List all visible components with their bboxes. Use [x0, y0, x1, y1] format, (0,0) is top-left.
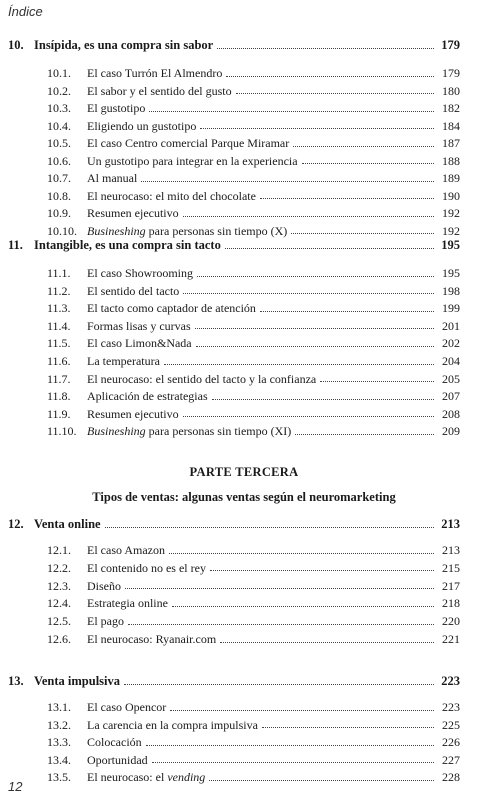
dot-leader	[128, 624, 434, 625]
toc-entry-page: 198	[442, 283, 460, 298]
toc-section-entry	[47, 751, 460, 769]
toc-entry-number: 12.3.	[47, 578, 71, 593]
toc-entry-title	[87, 169, 137, 187]
toc-entry-title	[87, 405, 179, 423]
toc-entry-page: 220	[442, 614, 460, 629]
toc-entry-number: 10.7.	[47, 171, 71, 185]
toc-entry-page: 179	[441, 38, 460, 52]
toc-entry-title	[87, 352, 160, 370]
toc-entry-title-text: El neurocaso: Ryanair.com	[87, 632, 217, 646]
toc-entry-title-text: El neurocaso: el	[87, 770, 168, 785]
dot-leader	[226, 76, 434, 77]
toc-entry-title	[87, 422, 291, 440]
dot-leader	[212, 399, 434, 400]
toc-section-entry	[47, 630, 460, 648]
running-header: Índice	[8, 4, 43, 19]
toc-entry-title-text: El neurocaso: el sentido del tacto y la confianza	[87, 371, 317, 386]
toc-section-entry	[47, 204, 460, 222]
toc-entry-number: 10.3.	[47, 101, 71, 115]
toc-section-entry	[47, 134, 460, 152]
toc-entry-number: 10.2.	[47, 83, 71, 98]
toc-entry-page: 180	[442, 83, 460, 98]
toc-entry-title	[87, 117, 196, 135]
dot-leader	[320, 381, 434, 382]
toc-entry-number: 13.5.	[47, 770, 71, 785]
toc-entry-title-text: Resumen ejecutivo	[87, 406, 179, 421]
toc-entry-title-text: El gustotipo	[87, 101, 146, 115]
toc-entry-number: 13.3.	[47, 735, 71, 750]
toc-entry-number: 10.4.	[47, 118, 71, 133]
dot-leader	[262, 727, 434, 728]
toc-section-entry	[47, 264, 460, 282]
toc-entry-number: 10.6.	[47, 153, 71, 168]
toc-section-entry	[47, 99, 460, 117]
toc-entry-title	[87, 559, 206, 577]
toc-section-entry	[47, 187, 460, 205]
toc-entry-title	[87, 264, 193, 282]
toc-entry-title	[34, 236, 221, 254]
toc-entry-title-italic: Busineshing	[87, 223, 146, 238]
toc-entry-number: 11.2.	[47, 283, 71, 298]
toc-section-entry	[47, 594, 460, 612]
toc-entry-page: 201	[442, 318, 460, 333]
toc-section-entry	[47, 282, 460, 300]
toc-entry-page: 217	[442, 578, 460, 593]
dot-leader	[141, 181, 434, 182]
toc-entry-title-text: El pago	[87, 614, 124, 629]
toc-chapter-entry	[8, 236, 460, 254]
toc-entry-page: 195	[442, 266, 460, 280]
toc-entry-title	[87, 334, 192, 352]
dot-leader	[220, 642, 434, 643]
toc-entry-title	[87, 594, 168, 612]
toc-entry-number: 13.1.	[47, 700, 71, 714]
toc-entry-page: 205	[442, 371, 460, 386]
toc-entry-page: 221	[442, 632, 460, 646]
dot-leader	[183, 216, 434, 217]
toc-entry-title-text: Colocación	[87, 735, 142, 750]
toc-entry-title-text: El contenido no es el rey	[87, 560, 206, 575]
dot-leader	[164, 364, 434, 365]
toc-entry-title-text: El caso Opencor	[87, 700, 167, 714]
toc-entry-number: 11.10.	[47, 424, 77, 439]
toc-entry-page: 225	[442, 717, 460, 732]
dot-leader	[210, 570, 434, 571]
toc-entry-page: 227	[442, 752, 460, 767]
toc-entry-title-text: Intangible, es una compra sin tacto	[34, 238, 221, 252]
toc-entry-title	[87, 768, 205, 786]
toc-entry-title	[87, 282, 179, 300]
toc-chapter-entry	[8, 672, 460, 690]
dot-leader	[169, 553, 434, 554]
toc-entry-page: 204	[442, 354, 460, 368]
toc-entry-title	[87, 99, 145, 117]
toc-entry-number: 13.2.	[47, 717, 71, 732]
toc-entry-page: 182	[442, 101, 460, 115]
toc-entry-title	[87, 541, 165, 559]
toc-section-entry	[47, 169, 460, 187]
dot-leader	[302, 163, 434, 164]
toc-entry-title-text: Estrategia online	[87, 596, 168, 611]
toc-entry-title	[87, 612, 124, 630]
dot-leader	[125, 588, 434, 589]
dot-leader	[260, 311, 434, 312]
toc-entry-page: 226	[442, 735, 460, 750]
toc-entry-title-text: Aplicación de estrategias	[87, 389, 208, 404]
toc-entry-title-text: Oportunidad	[87, 752, 148, 767]
toc-entry-number: 12.4.	[47, 596, 71, 611]
toc-entry-title	[87, 716, 258, 734]
toc-entry-title	[87, 577, 121, 595]
toc-entry-page: 215	[442, 560, 460, 575]
toc-section-entry	[47, 334, 460, 352]
toc-entry-page: 223	[441, 674, 460, 688]
toc-entry-number: 10.	[8, 38, 24, 52]
toc-entry-title	[87, 152, 298, 170]
toc-entry-number: 11.7.	[47, 371, 71, 386]
toc-entry-title	[87, 187, 256, 205]
dot-leader	[172, 606, 434, 607]
toc-entry-number: 12.2.	[47, 560, 71, 575]
toc-entry-page: 188	[442, 153, 460, 168]
toc-entry-title-text: La carencia en la compra impulsiva	[87, 717, 258, 732]
dot-leader	[225, 248, 434, 249]
dot-leader	[260, 198, 434, 199]
toc-entry-number: 11.8.	[47, 389, 71, 404]
dot-leader	[124, 684, 434, 685]
toc-entry-page: 192	[442, 206, 460, 220]
toc-entry-number: 12.5.	[47, 614, 71, 629]
part-subtitle: Tipos de ventas: algunas ventas según el neuromarketing	[92, 490, 396, 504]
toc-entry-title	[34, 36, 213, 54]
toc-section-entry	[47, 422, 460, 440]
dot-leader	[149, 111, 434, 112]
dot-leader	[217, 48, 434, 49]
toc-entry-number: 11.5.	[47, 336, 71, 351]
dot-leader	[295, 434, 434, 435]
toc-entry-title	[87, 204, 179, 222]
toc-entry-number: 12.1.	[47, 543, 71, 557]
toc-entry-number: 10.9.	[47, 206, 71, 220]
toc-entry-number: 11.4.	[47, 318, 71, 333]
toc-entry-title	[34, 672, 120, 690]
toc-entry-page: 187	[442, 136, 460, 150]
toc-entry-title	[87, 64, 222, 82]
toc-section-entry	[47, 541, 460, 559]
page-number: 12	[8, 779, 23, 794]
toc-entry-title-text: Diseño	[87, 578, 121, 593]
toc-section-entry	[47, 152, 460, 170]
toc-entry-title-text: Formas lisas y curvas	[87, 318, 191, 333]
toc-entry-page: 184	[442, 118, 460, 133]
toc-entry-title-text: El caso Amazon	[87, 543, 165, 557]
toc-entry-number: 11.1.	[47, 266, 71, 280]
toc-entry-title-italic: Busineshing	[87, 424, 146, 439]
dot-leader	[146, 745, 434, 746]
toc-section-entry	[47, 299, 460, 317]
toc-section-entry	[47, 768, 460, 786]
toc-entry-title	[87, 82, 232, 100]
toc-section-entry	[47, 612, 460, 630]
toc-entry-title-text: El sentido del tacto	[87, 283, 180, 298]
toc-entry-title	[87, 134, 289, 152]
dot-leader	[236, 93, 434, 94]
toc-entry-title-text: El neurocaso: el mito del chocolate	[87, 188, 256, 203]
toc-entry-number: 13.4.	[47, 752, 71, 767]
dot-leader	[170, 710, 434, 711]
toc-entry-page: 195	[441, 238, 460, 252]
toc-entry-title-text: Un gustotipo para integrar en la experiencia	[87, 153, 298, 168]
toc-entry-title-text: Venta online	[34, 517, 101, 531]
toc-entry-title-text: El tacto como captador de atención	[87, 301, 256, 316]
part-title: PARTE TERCERA	[189, 465, 299, 479]
toc-section-entry	[47, 559, 460, 577]
toc-section-entry	[47, 64, 460, 82]
toc-entry-title-italic: vending	[167, 770, 206, 785]
toc-entry-title-text: La temperatura	[87, 354, 160, 368]
toc-entry-title-text: El sabor y el sentido del gusto	[87, 83, 232, 98]
toc-entry-number: 13.	[8, 674, 24, 688]
toc-entry-page: 208	[442, 406, 460, 421]
dot-leader	[197, 276, 434, 277]
toc-section-entry	[47, 352, 460, 370]
toc-entry-number: 12.6.	[47, 632, 71, 646]
toc-section-entry	[47, 698, 460, 716]
toc-entry-page: 199	[442, 301, 460, 316]
dot-leader	[196, 346, 434, 347]
toc-entry-title-text: Eligiendo un gustotipo	[87, 118, 197, 133]
toc-entry-page: 192	[442, 223, 460, 238]
toc-section-entry	[47, 82, 460, 100]
toc-entry-page: 207	[442, 389, 460, 404]
toc-entry-title-text: El caso Showrooming	[87, 266, 193, 280]
toc-section-entry	[47, 577, 460, 595]
toc-entry-page: 228	[442, 770, 460, 785]
toc-entry-number: 12.	[8, 517, 24, 531]
toc-entry-page: 190	[442, 188, 460, 203]
toc-entry-title	[87, 370, 316, 388]
toc-entry-title	[87, 317, 191, 335]
toc-entry-page: 209	[442, 424, 460, 439]
toc-section-entry	[47, 405, 460, 423]
toc-section-entry	[47, 733, 460, 751]
toc-entry-title	[87, 630, 216, 648]
toc-entry-title	[87, 698, 166, 716]
dot-leader	[183, 416, 434, 417]
toc-entry-number: 10.1.	[47, 66, 71, 80]
toc-entry-title	[34, 515, 101, 533]
toc-entry-title	[87, 751, 148, 769]
toc-entry-title-text: Venta impulsiva	[34, 674, 121, 688]
toc-entry-page: 218	[442, 596, 460, 611]
toc-section-entry	[47, 387, 460, 405]
toc-entry-number: 11.	[8, 238, 23, 252]
toc-entry-title-text: Insípida, es una compra sin sabor	[34, 38, 214, 52]
toc-entry-page: 202	[442, 336, 460, 351]
toc-entry-title-text: para personas sin tiempo (XI)	[145, 424, 292, 439]
toc-entry-title-text: Resumen ejecutivo	[87, 206, 179, 220]
toc-section-entry	[47, 117, 460, 135]
toc-entry-number: 11.9.	[47, 406, 71, 421]
toc-entry-title-text: El caso Turrón El Almendro	[87, 66, 223, 80]
dot-leader	[105, 527, 434, 528]
toc-entry-title	[87, 733, 142, 751]
toc-entry-page: 189	[442, 171, 460, 185]
toc-entry-title-text: El caso Limon&Nada	[87, 336, 192, 351]
dot-leader	[291, 233, 434, 234]
toc-section-entry	[47, 716, 460, 734]
dot-leader	[195, 328, 434, 329]
dot-leader	[183, 293, 434, 294]
toc-chapter-entry	[8, 36, 460, 54]
toc-entry-title	[87, 299, 256, 317]
toc-entry-page: 223	[442, 700, 460, 714]
toc-chapter-entry	[8, 515, 460, 533]
toc-entry-page: 179	[442, 66, 460, 80]
toc-entry-number: 10.10.	[47, 223, 77, 238]
toc-entry-number: 10.5.	[47, 136, 71, 150]
dot-leader	[200, 128, 434, 129]
toc-entry-number: 11.6.	[47, 354, 71, 368]
toc-entry-page: 213	[442, 543, 460, 557]
toc-section-entry	[47, 370, 460, 388]
toc-section-entry	[47, 317, 460, 335]
dot-leader	[209, 780, 434, 781]
toc-entry-title-text: para personas sin tiempo (X)	[145, 223, 288, 238]
toc-entry-page: 213	[441, 517, 460, 531]
toc-entry-number: 11.3.	[47, 301, 71, 316]
toc-entry-title-text: Al manual	[87, 171, 138, 185]
toc-entry-title-text: El caso Centro comercial Parque Miramar	[87, 136, 290, 150]
toc-entry-title	[87, 387, 208, 405]
dot-leader	[293, 146, 434, 147]
toc-entry-number: 10.8.	[47, 188, 71, 203]
dot-leader	[152, 762, 434, 763]
